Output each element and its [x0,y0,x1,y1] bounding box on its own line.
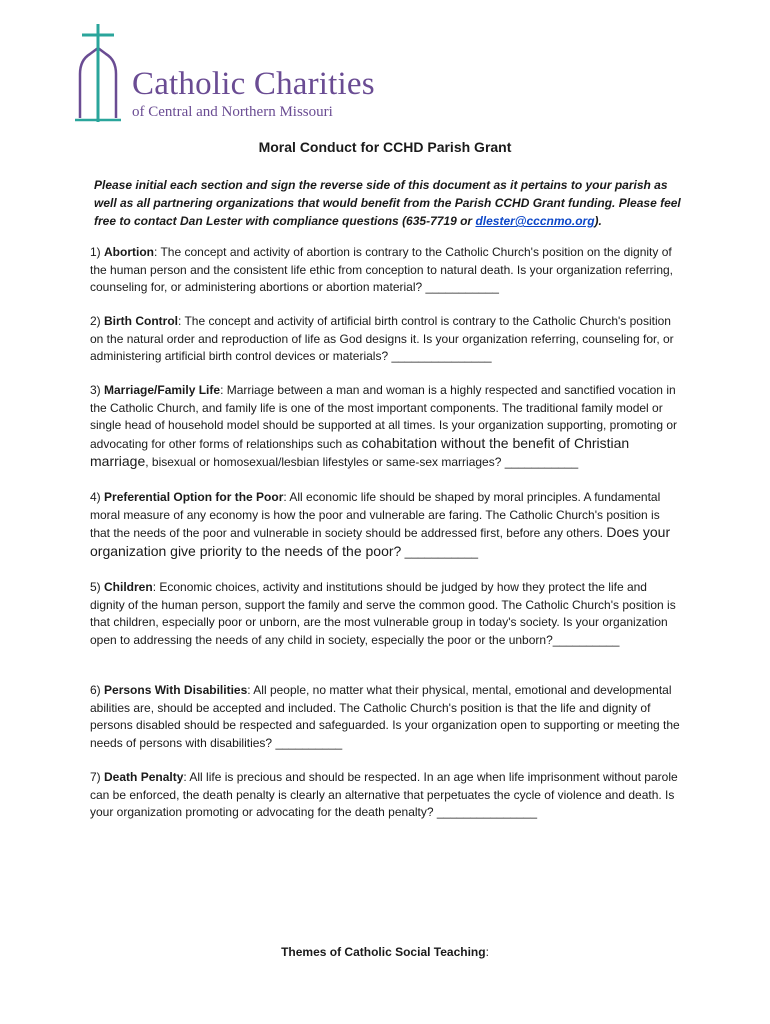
section-tail: , bisexual or homosexual/lesbian lifestyles or same-sex marriages? ___________ [145,455,579,469]
section-persons-with-disabilities [90,682,682,752]
section-preferential-option [90,489,682,561]
section-marriage-family-life [90,382,682,472]
logo-name: Catholic Charities [132,66,375,102]
section-heading: Persons With Disabilities [104,683,248,697]
section-body: : The concept and activity of abortion is contrary to the Catholic Church's position on the dignity of the human person and the consistent life ethic from conception to natural death. Is your organization referring, counseling for, or administering abortions or abortion material? ___________ [90,245,674,294]
section-heading: Children [104,580,153,594]
section-number: 1) [90,245,105,259]
section-heading: Abortion [104,245,155,259]
themes-heading [0,945,770,959]
section-body: : Marriage between a man and woman is a highly respected and sanctified vocation in the Catholic Church, and family life is one of the most important components. The traditional family model or single head of household model should be supported at all times. Is your organization supporting, promoting or advocating for other forms of relationships such as [90,383,678,451]
section-heading: Birth Control [104,314,179,328]
document-title: Moral Conduct for CCHD Parish Grant [258,139,512,155]
intro-close: ). [594,214,602,228]
section-tail: ___________ [401,544,479,559]
section-number: 4) [90,490,105,504]
section-body: : Economic choices, activity and institutions should be judged by how they protect the life and dignity of the human person, support the family and serve the common good. The Catholic Church's position is that children, especially poor or unborn, are the most vulnerable group in today's society. Is your organization open to addressing the needs of any child in society, especially the poor or the unborn?__________ [90,580,676,647]
section-number: 2) [90,314,105,328]
logo [72,22,375,126]
intro-paragraph [94,176,684,230]
section-children [90,579,682,649]
section-death-penalty [90,769,682,822]
section-number: 3) [90,383,105,397]
section-body: : All people, no matter what their physical, mental, emotional and developmental abilities are, should be accepted and included. The Catholic Church's position is that the life and dignity of persons disabled should be respected and safeguarded. Is your organization open to supporting or meeting the needs of persons with disabilities? __________ [90,683,680,750]
section-emphasis: cohabitation without the benefit of Christian marriage [90,434,630,469]
section-number: 6) [90,683,105,697]
cross-icon [72,22,132,126]
themes-label: Themes of Catholic Social Teaching [281,945,486,959]
email-link[interactable]: dlester@cccnmo.org [475,214,595,228]
section-emphasis: Does your organization give priority to the needs of the poor? [90,524,671,559]
section-heading: Death Penalty [104,770,184,784]
section-heading: Preferential Option for the Poor [104,490,284,504]
logo-subtitle: of Central and Northern Missouri [132,104,333,120]
section-body: : All life is precious and should be respected. In an age when life imprisonment without parole can be enforced, the death penalty is clearly an alternative that perpetuates the cycle of violence and death. Is your organization promoting or advocating for the death penalty? _______________ [90,770,678,819]
section-birth-control [90,313,682,366]
themes-colon: : [485,945,489,959]
section-heading: Marriage/Family Life [104,383,221,397]
intro-text: Please initial each section and sign the reverse side of this document as it pertains to your parish as well as all partnering organizations that would benefit from the Parish CCHD Grant funding. Please feel free to contact Dan Lester with compliance questions (635-7719 or [94,178,681,228]
section-body: : All economic life should be shaped by moral principles. A fundamental moral measure of any economy is how the poor and vulnerable are faring. The Catholic Church's position is that the needs of the poor and vulnerable in society should be addressed first, before any others. [90,490,661,540]
section-number: 5) [90,580,105,594]
section-abortion [90,244,682,297]
section-number: 7) [90,770,105,784]
section-body: : The concept and activity of artificial birth control is contrary to the Catholic Church's position on the natural order and reproduction of life as God designs it. Is your organization referring, counseling for, or administering artificial birth control devices or materials? _______________ [90,314,674,363]
